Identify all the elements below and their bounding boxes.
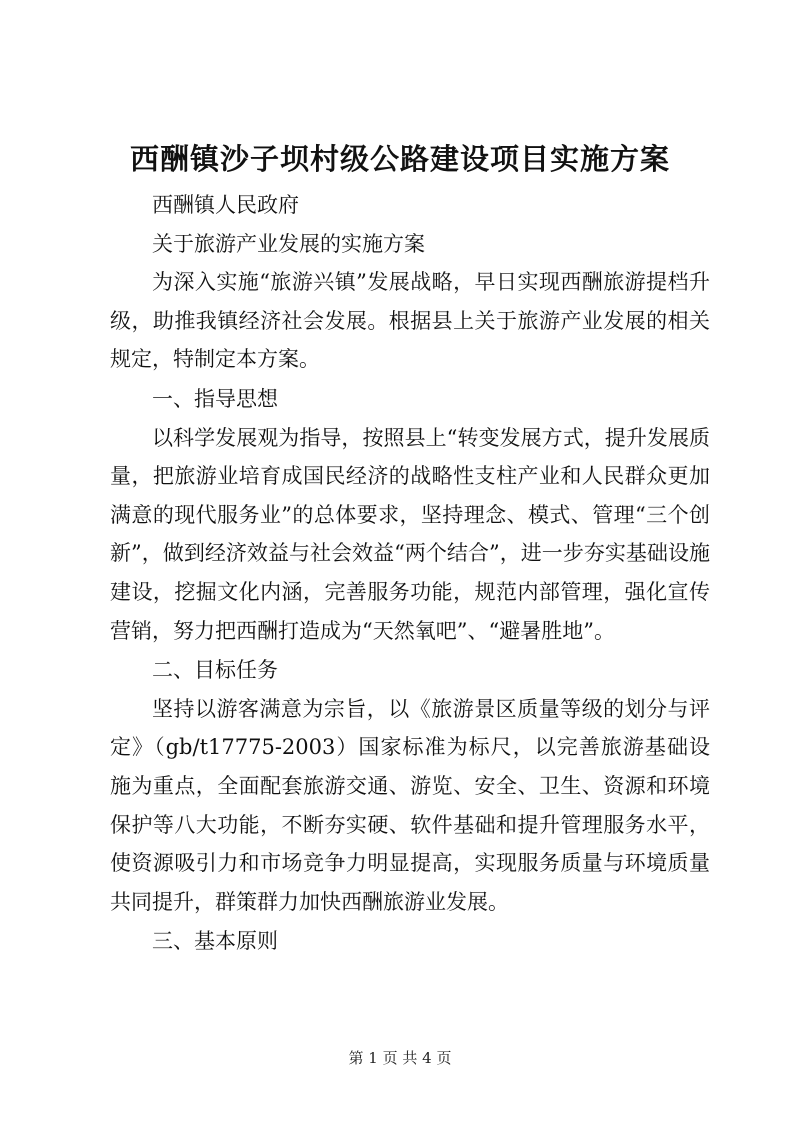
paragraph-intro: 为深入实施“旅游兴镇”发展战略，早日实现西酬旅游提档升级，助推我镇经济社会发展。根据县上关于旅游产业发展的相关规定，特制定本方案。: [110, 270, 710, 372]
section-heading-1: 一、指导思想: [152, 386, 278, 411]
document-title: 西酬镇沙子坝村级公路建设项目实施方案: [129, 142, 670, 176]
paragraph-issuer: 西酬镇人民政府: [152, 193, 299, 217]
section-heading-3: 三、基本原则: [152, 929, 278, 954]
section-heading-2: 二、目标任务: [152, 658, 278, 683]
paragraph-subtitle: 关于旅游产业发展的实施方案: [152, 231, 425, 256]
page-number-footer: 第 1 页 共 4 页: [348, 1049, 452, 1067]
paragraph-guiding-thought: 以科学发展观为指导，按照县上“转变发展方式，提升发展质量，把旅游业培育成国民经济的战略性支柱产业和人民群众更加满意的现代服务业”的总体要求，坚持理念、模式、管理“三个创新”，做到经济效益与社会效益“两个结合”，进一步夯实基础设施建设，挖掘文化内涵，完善服务功能，规范内部管理，强化宣传营销，努力把西酬打造成为“天然氧吧”、“避暑胜地”。: [110, 425, 710, 643]
paragraph-goals: 坚持以游客满意为宗旨，以《旅游景区质量等级的划分与评定》（gb/t17775-2003）国家标准为标尺，以完善旅游基础设施为重点，全面配套旅游交通、游览、安全、卫生、资源和环境保护等八大功能，不断夯实硬、软件基础和提升管理服务水平，使资源吸引力和市场竞争力明显提高，实现服务质量与环境质量共同提升，群策群力加快西酬旅游业发展。: [110, 696, 710, 914]
document-body: [110, 186, 710, 961]
